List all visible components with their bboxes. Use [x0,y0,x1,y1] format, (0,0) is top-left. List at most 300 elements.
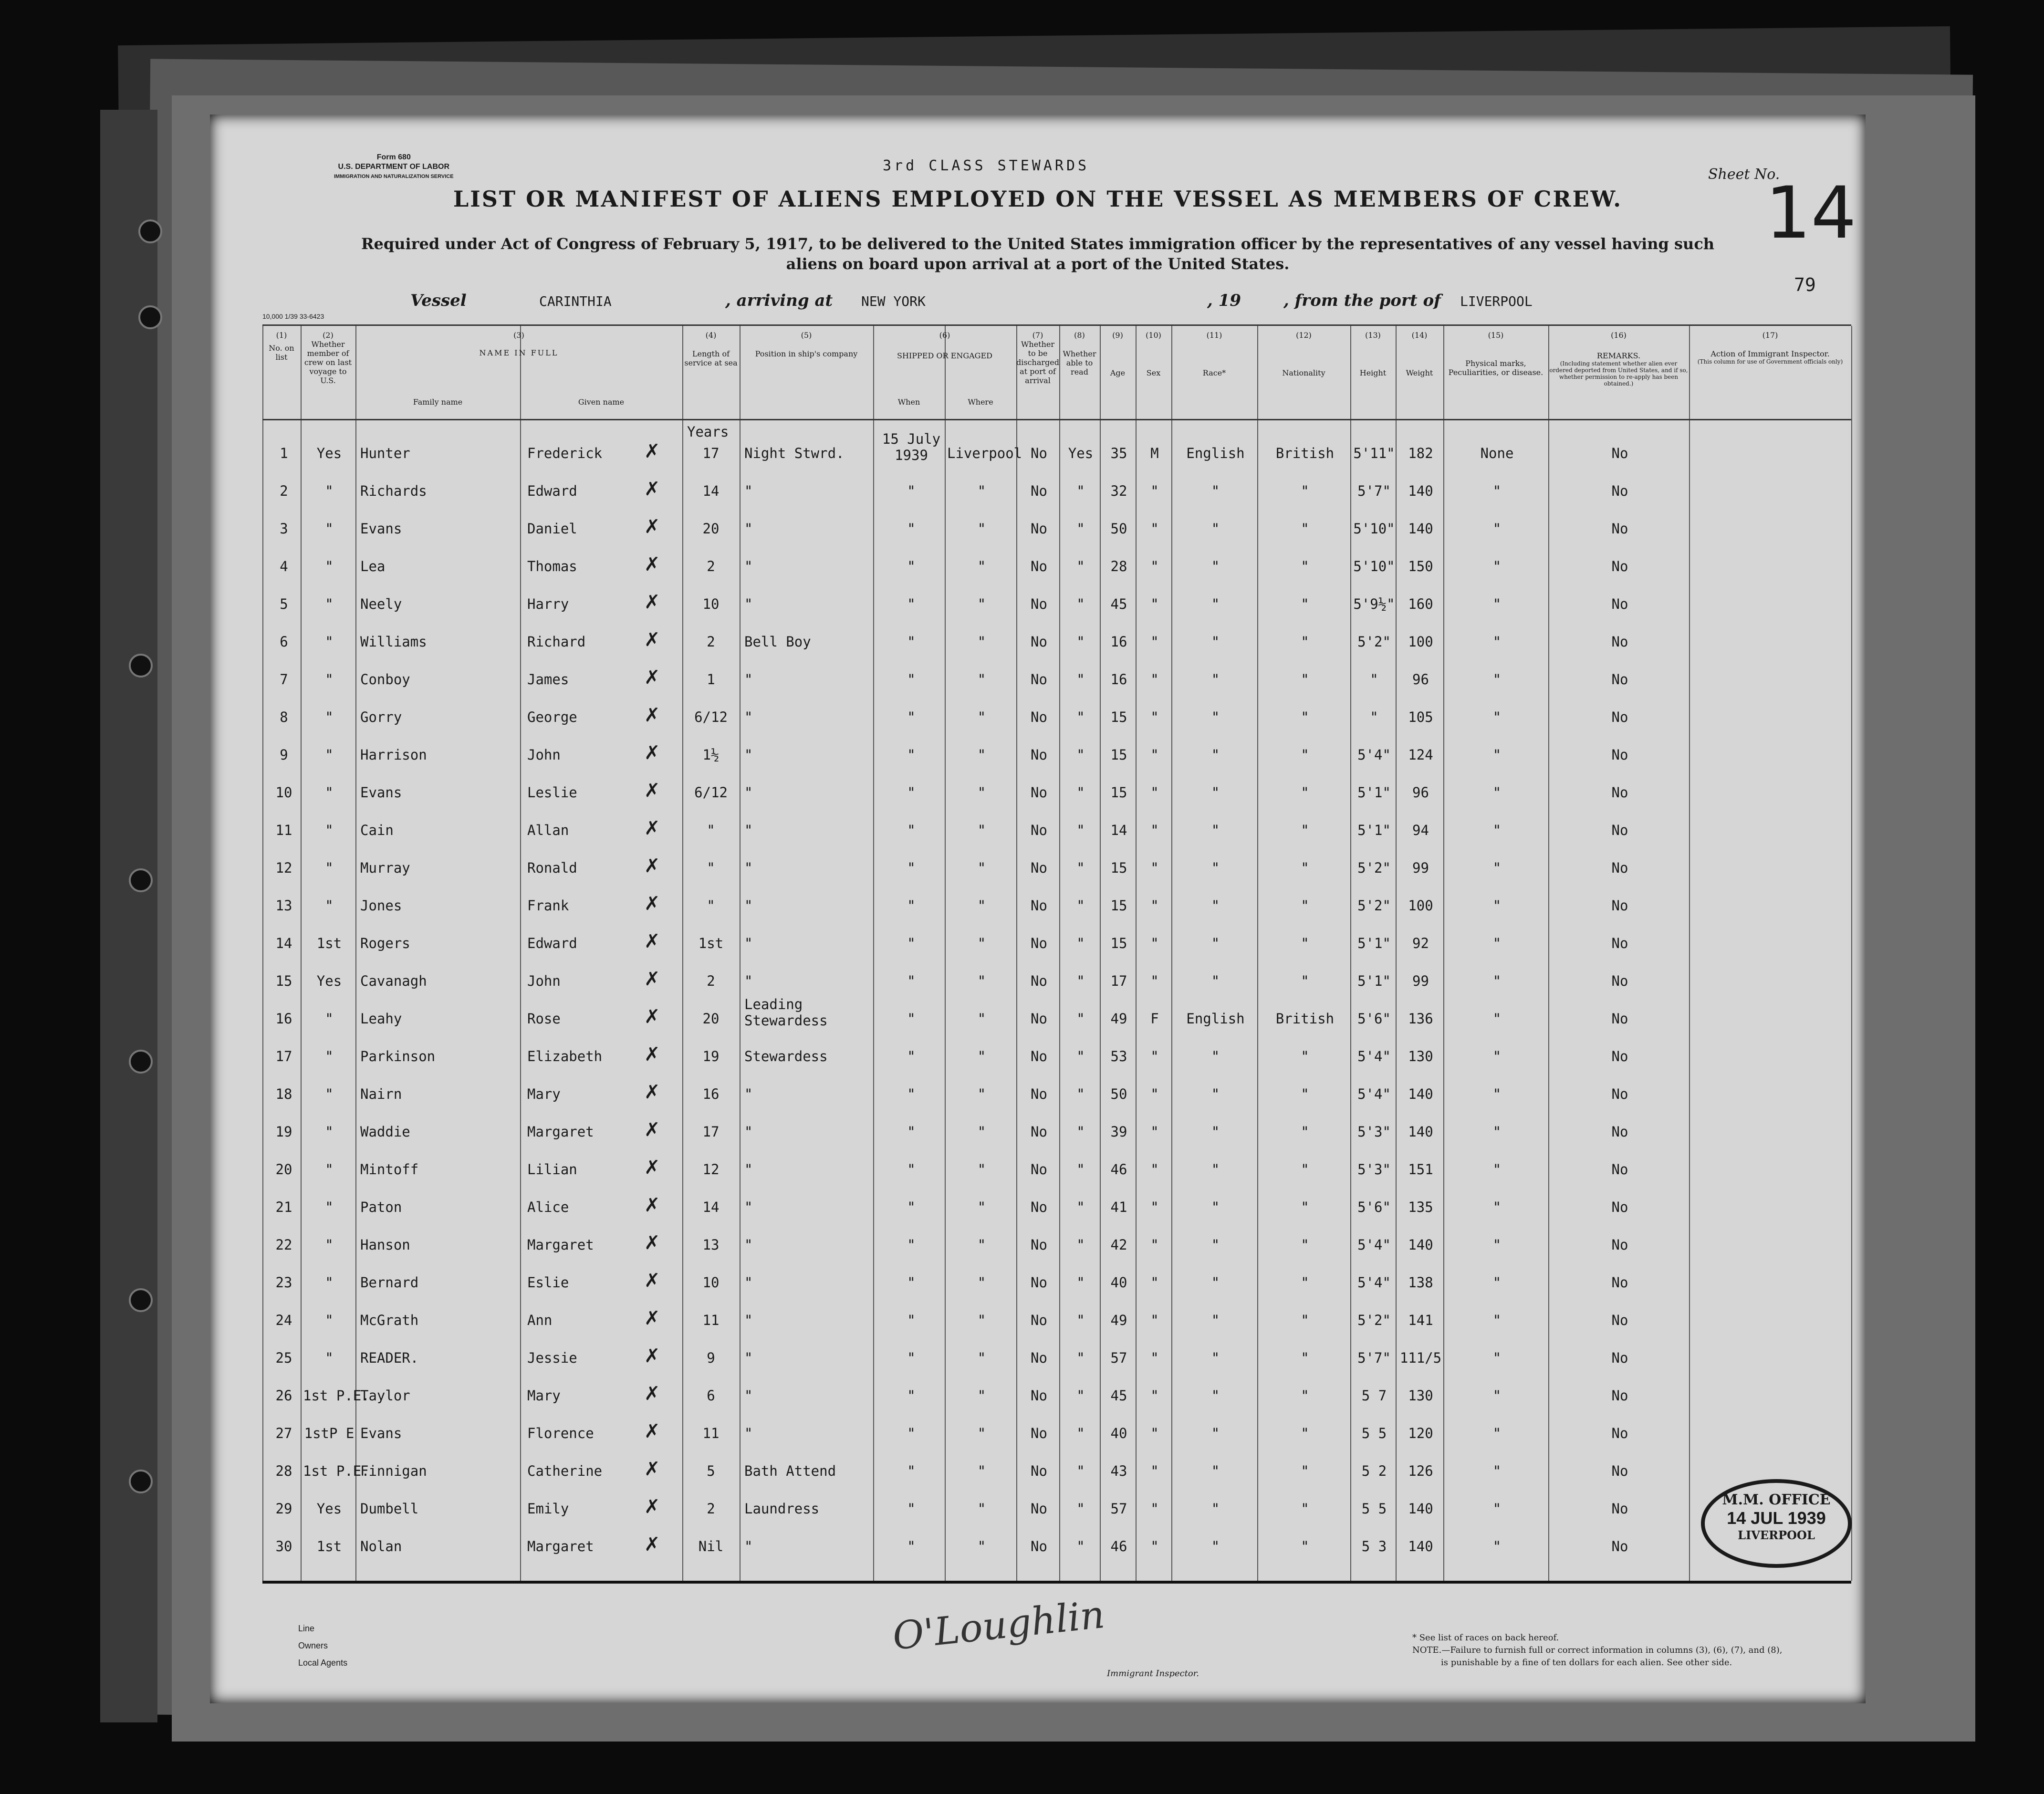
cell-race: " [1211,483,1220,499]
cell-sex: " [1150,1237,1159,1253]
cell-disch: No [1031,1463,1047,1479]
cell-disch: No [1031,935,1047,951]
cell-prev: " [325,860,334,876]
cell-where: " [977,935,986,951]
check-mark-icon: ✗ [644,1383,660,1405]
col-header-read: (8) Whether able to read [1063,331,1096,376]
cell-weight: 140 [1408,1124,1433,1140]
cell-weight: 124 [1408,747,1433,763]
cell-marks: " [1492,897,1502,914]
cell-race: " [1211,822,1220,838]
office-stamp [1701,1479,1852,1568]
cell-disch: No [1031,747,1047,763]
col-header-physical-marks: (15) Physical marks, Peculiarities, or disease. [1448,331,1543,377]
cell-age: 28 [1110,558,1127,574]
cell-no: 12 [275,860,292,876]
cell-sex: " [1150,634,1159,650]
cell-sex: M [1150,445,1159,461]
cell-race: " [1211,1274,1220,1291]
cell-disch: No [1031,1237,1047,1253]
cell-age: 57 [1110,1501,1127,1517]
cell-service: 20 [702,521,720,537]
cell-position: " [744,596,753,612]
check-mark-icon: ✗ [644,1496,660,1518]
table-end-rule [262,1581,1851,1584]
cell-given: Jessie [527,1350,577,1366]
cell-sex: " [1150,1538,1159,1554]
cell-race: " [1211,634,1220,650]
cell-age: 49 [1110,1011,1127,1027]
cell-given: James [527,671,569,688]
cell-age: 39 [1110,1124,1127,1140]
punch-hole [138,219,162,243]
cell-race: " [1211,1501,1220,1517]
cell-sex: " [1150,860,1159,876]
cell-when: " [907,1501,916,1517]
check-mark-icon: ✗ [644,1307,660,1329]
cell-remarks: No [1611,935,1628,951]
cell-no: 28 [275,1463,292,1479]
cell-no: 11 [275,822,292,838]
cell-family: Dumbell [360,1501,419,1517]
form-heading [334,153,454,181]
cell-no: 9 [280,747,288,763]
cell-weight: 138 [1408,1274,1433,1291]
check-mark-icon: ✗ [644,1006,660,1028]
cell-when: " [907,1274,916,1291]
cell-marks: " [1492,671,1502,688]
cell-marks: " [1492,1463,1502,1479]
cell-remarks: No [1611,445,1628,461]
cell-weight: 130 [1408,1048,1433,1064]
cell-height: " [1370,671,1378,688]
check-mark-icon: ✗ [644,1345,660,1367]
cell-service: " [707,822,715,838]
cell-where: " [977,1048,986,1064]
cell-where: " [977,1011,986,1027]
cell-read: " [1076,973,1085,989]
col-header-height: (13) Height [1359,331,1387,377]
punch-hole [129,654,153,678]
cell-height: 5'2" [1357,860,1391,876]
cell-marks: " [1492,747,1502,763]
col-header-race: (11) Race* [1202,331,1226,377]
cell-nat: " [1301,822,1309,838]
cell-service: 1 [707,671,715,688]
cell-race: " [1211,1199,1220,1215]
cell-position: " [744,897,753,914]
cell-read: " [1076,1425,1085,1441]
cell-when: " [907,822,916,838]
cell-family: Finnigan [360,1463,427,1479]
cell-no: 5 [280,596,288,612]
cell-age: 42 [1110,1237,1127,1253]
check-mark-icon: ✗ [644,968,660,990]
cell-race: " [1211,1124,1220,1140]
cell-where: " [977,1124,986,1140]
cell-nat: British [1275,1011,1335,1027]
cell-position: " [744,860,753,876]
cell-race: " [1211,860,1220,876]
cell-where: " [977,860,986,876]
cell-given: Thomas [527,558,577,574]
cell-height: 5'2" [1357,1312,1391,1328]
cell-given: Rose [527,1011,561,1027]
cell-position: " [744,973,753,989]
cell-prev: 1st P.E. [303,1387,370,1404]
cell-disch: No [1031,1048,1047,1064]
cell-read: " [1076,483,1085,499]
cell-family: Evans [360,784,402,801]
cell-height: 5 7 [1361,1387,1387,1404]
check-mark-icon: ✗ [644,1232,660,1254]
cell-race: English [1186,1011,1245,1027]
cell-service: 14 [702,1199,720,1215]
cell-remarks: No [1611,1011,1628,1027]
cell-given: Catherine [527,1463,603,1479]
cell-height: 5'10" [1353,521,1395,537]
cell-remarks: No [1611,973,1628,989]
cell-prev: " [325,1124,334,1140]
cell-sex: " [1150,897,1159,914]
check-mark-icon: ✗ [644,704,660,726]
cell-remarks: No [1611,860,1628,876]
cell-family: Richards [360,483,427,499]
line-label: Line [298,1624,315,1633]
cell-disch: No [1031,1011,1047,1027]
check-mark-icon: ✗ [644,1043,660,1065]
cell-race: " [1211,1048,1220,1064]
cell-no: 16 [275,1011,292,1027]
cell-service: 6/12 [694,784,728,801]
cell-disch: No [1031,1086,1047,1102]
cell-read: " [1076,1161,1085,1178]
cell-disch: No [1031,1124,1047,1140]
cell-given: Mary [527,1387,561,1404]
cell-remarks: No [1611,634,1628,650]
cell-where: " [977,1501,986,1517]
cell-read: " [1076,1048,1085,1064]
cell-read: " [1076,1350,1085,1366]
cell-race: " [1211,973,1220,989]
cell-weight: 140 [1408,1501,1433,1517]
cell-given: Margaret [527,1124,594,1140]
cell-no: 25 [275,1350,292,1366]
cell-weight: 100 [1408,897,1433,914]
inspector-signature: O'Loughlin [890,1592,1107,1659]
requirement-line-1: Required under Act of Congress of February 5, 1917, to be delivered to the United States immigration officer by the representatives of any vessel having such [361,235,1715,253]
cell-when: " [907,1538,916,1554]
cell-age: 41 [1110,1199,1127,1215]
cell-disch: No [1031,1501,1047,1517]
col-header-discharged: (7) Whether to be discharged at port of arrival [1016,331,1059,385]
cell-position: " [744,935,753,951]
cell-when: " [907,1312,916,1328]
cell-family: Evans [360,1425,402,1441]
cell-where: " [977,558,986,574]
cell-when: " [907,1086,916,1102]
cell-nat: " [1301,671,1309,688]
cell-race: " [1211,1312,1220,1328]
cell-prev: 1st [316,935,342,951]
cell-family: Hunter [360,445,410,461]
cell-prev: " [325,1086,334,1102]
cell-sex: " [1150,1312,1159,1328]
sheet-label: Sheet No. [1708,166,1780,183]
cell-prev: " [325,1199,334,1215]
cell-nat: " [1301,634,1309,650]
cell-nat: " [1301,709,1309,725]
cell-read: " [1076,1237,1085,1253]
cell-remarks: No [1611,1086,1628,1102]
vessel-label: Vessel [410,291,467,310]
cell-when: " [907,1387,916,1404]
cell-family: Harrison [360,747,427,763]
cell-remarks: No [1611,1387,1628,1404]
cell-prev: " [325,634,334,650]
cell-weight: 130 [1408,1387,1433,1404]
cell-marks: " [1492,521,1502,537]
cell-remarks: No [1611,1124,1628,1140]
cell-when: " [907,784,916,801]
cell-where: " [977,596,986,612]
cell-family: Jones [360,897,402,914]
col-header-inspector-action: (17) Action of Immigrant Inspector. (This column for use of Government officials only) [1697,331,1843,365]
cell-family: Neely [360,596,402,612]
cell-given: Richard [527,634,586,650]
cell-sex: " [1150,784,1159,801]
cell-given: George [527,709,577,725]
cell-no: 26 [275,1387,292,1404]
cell-service: 11 [702,1312,720,1328]
cell-where: " [977,747,986,763]
cell-race: " [1211,1237,1220,1253]
cell-weight: 140 [1408,483,1433,499]
cell-race: " [1211,596,1220,612]
cell-prev: " [325,483,334,499]
col-header-name: (3) NAME IN FULL [479,331,559,357]
cell-weight: 135 [1408,1199,1433,1215]
manifest-sheet [210,115,1866,1703]
cell-family: Cavanagh [360,973,427,989]
cell-age: 32 [1110,483,1127,499]
cell-no: 6 [280,634,288,650]
cell-when: 15 July 1939 [882,431,941,463]
cell-nat: " [1301,897,1309,914]
punch-hole [129,1050,153,1074]
cell-sex: " [1150,1463,1159,1479]
cell-service: 16 [702,1086,720,1102]
col-header-nationality: (12) Nationality [1282,331,1325,377]
cell-family: Lea [360,558,386,574]
cell-when: " [907,709,916,725]
cell-position: Stewardess [744,1048,828,1064]
cell-race: " [1211,747,1220,763]
cell-no: 20 [275,1161,292,1178]
cell-weight: 150 [1408,558,1433,574]
cell-where: " [977,1237,986,1253]
cell-family: McGrath [360,1312,419,1328]
cell-read: " [1076,860,1085,876]
cell-read: " [1076,784,1085,801]
cell-disch: No [1031,558,1047,574]
department-class: 3rd CLASS STEWARDS [883,157,1090,174]
cell-disch: No [1031,822,1047,838]
cell-nat: " [1301,558,1309,574]
cell-sex: " [1150,1086,1159,1102]
cell-family: Conboy [360,671,410,688]
check-mark-icon: ✗ [644,1194,660,1216]
cell-no: 21 [275,1199,292,1215]
cell-no: 17 [275,1048,292,1064]
cell-age: 15 [1110,860,1127,876]
cell-sex: " [1150,747,1159,763]
cell-where: " [977,1274,986,1291]
cell-sex: " [1150,1387,1159,1404]
punch-hole [138,305,162,329]
vessel-name: CARINTHIA [539,293,612,309]
cell-height: 5'2" [1357,634,1391,650]
cell-where: " [977,822,986,838]
check-mark-icon: ✗ [644,1081,660,1103]
cell-age: 46 [1110,1538,1127,1554]
cell-marks: " [1492,1237,1502,1253]
cell-service: 5 [707,1463,715,1479]
cell-no: 27 [275,1425,292,1441]
cell-marks: " [1492,558,1502,574]
cell-read: " [1076,521,1085,537]
from-port: LIVERPOOL [1460,293,1533,309]
footnote [1412,1632,1782,1669]
cell-disch: No [1031,897,1047,914]
punch-hole [129,1470,153,1493]
check-mark-icon: ✗ [644,1270,660,1292]
cell-height: 5 5 [1361,1501,1387,1517]
cell-where: " [977,1350,986,1366]
cell-when: " [907,1199,916,1215]
cell-remarks: No [1611,671,1628,688]
cell-given: Elizabeth [527,1048,603,1064]
cell-no: 2 [280,483,288,499]
cell-remarks: No [1611,1425,1628,1441]
cell-marks: " [1492,1312,1502,1328]
cell-age: 43 [1110,1463,1127,1479]
cell-disch: No [1031,973,1047,989]
cell-position: Night Stwrd. [744,445,845,461]
check-mark-icon: ✗ [644,591,660,613]
cell-nat: " [1301,1161,1309,1178]
cell-when: " [907,596,916,612]
cell-position: Leading Stewardess [744,996,828,1029]
penalty-note-line-2: is punishable by a fine of ten dollars for each alien. See other side. [1441,1658,1732,1668]
cell-no: 24 [275,1312,292,1328]
cell-weight: 182 [1408,445,1433,461]
cell-given: Allan [527,822,569,838]
check-mark-icon: ✗ [644,1420,660,1442]
cell-position: " [744,671,753,688]
cell-age: 40 [1110,1425,1127,1441]
cell-height: 5'6" [1357,1011,1391,1027]
cell-read: " [1076,1312,1085,1328]
col-header-position: (5) Position in ship's company [755,331,858,358]
cell-read: " [1076,1274,1085,1291]
cell-where: Liverpool [947,445,1022,461]
cell-marks: None [1480,445,1514,461]
col-header-shipped: (6) SHIPPED OR ENGAGED [897,331,992,360]
cell-height: 5'4" [1357,747,1391,763]
cell-given: Margaret [527,1538,594,1554]
cell-height: 5'4" [1357,1048,1391,1064]
cell-prev: Yes [316,445,342,461]
cell-when: " [907,671,916,688]
cell-read: " [1076,897,1085,914]
cell-remarks: No [1611,822,1628,838]
cell-remarks: No [1611,1538,1628,1554]
cell-where: " [977,709,986,725]
cell-marks: " [1492,822,1502,838]
cell-weight: 140 [1408,1086,1433,1102]
cell-where: " [977,1161,986,1178]
cell-age: 50 [1110,1086,1127,1102]
cell-age: 53 [1110,1048,1127,1064]
cell-age: 40 [1110,1274,1127,1291]
cell-height: 5 2 [1361,1463,1387,1479]
cell-remarks: No [1611,1199,1628,1215]
stamp-date: 14 JUL 1939 [1727,1508,1826,1528]
cell-family: READER. [360,1350,419,1366]
print-code: 10,000 1/39 33-6423 [262,313,324,320]
cell-given: Edward [527,935,577,951]
cell-sex: " [1150,1161,1159,1178]
cell-nat: " [1301,1387,1309,1404]
cell-race: " [1211,1161,1220,1178]
cell-race: " [1211,1538,1220,1554]
cell-height: 5'1" [1357,935,1391,951]
cell-position: Laundress [744,1501,820,1517]
cell-remarks: No [1611,596,1628,612]
cell-given: Ronald [527,860,577,876]
cell-height: 5 3 [1361,1538,1387,1554]
cell-when: " [907,1237,916,1253]
cell-disch: No [1031,671,1047,688]
cell-when: " [907,1124,916,1140]
cell-disch: No [1031,1350,1047,1366]
years-label: Years [687,424,729,440]
cell-nat: " [1301,935,1309,951]
cell-sex: " [1150,483,1159,499]
cell-disch: No [1031,1199,1047,1215]
cell-given: Edward [527,483,577,499]
cell-service: 9 [707,1350,715,1366]
cell-remarks: No [1611,709,1628,725]
cell-read: " [1076,1501,1085,1517]
cell-read: " [1076,747,1085,763]
cell-service: 2 [707,973,715,989]
col-header-age: (9) Age [1110,331,1126,377]
requirement-text [210,234,1866,274]
cell-marks: " [1492,634,1502,650]
cell-service: 1½ [702,747,720,763]
cell-marks: " [1492,973,1502,989]
race-footnote: * See list of races on back hereof. [1412,1633,1559,1643]
cell-remarks: No [1611,897,1628,914]
cell-age: 49 [1110,1312,1127,1328]
cell-prev: 1stP E [304,1425,355,1441]
punch-hole [129,868,153,892]
punch-hole [129,1288,153,1312]
cell-when: " [907,521,916,537]
cell-service: 6/12 [694,709,728,725]
